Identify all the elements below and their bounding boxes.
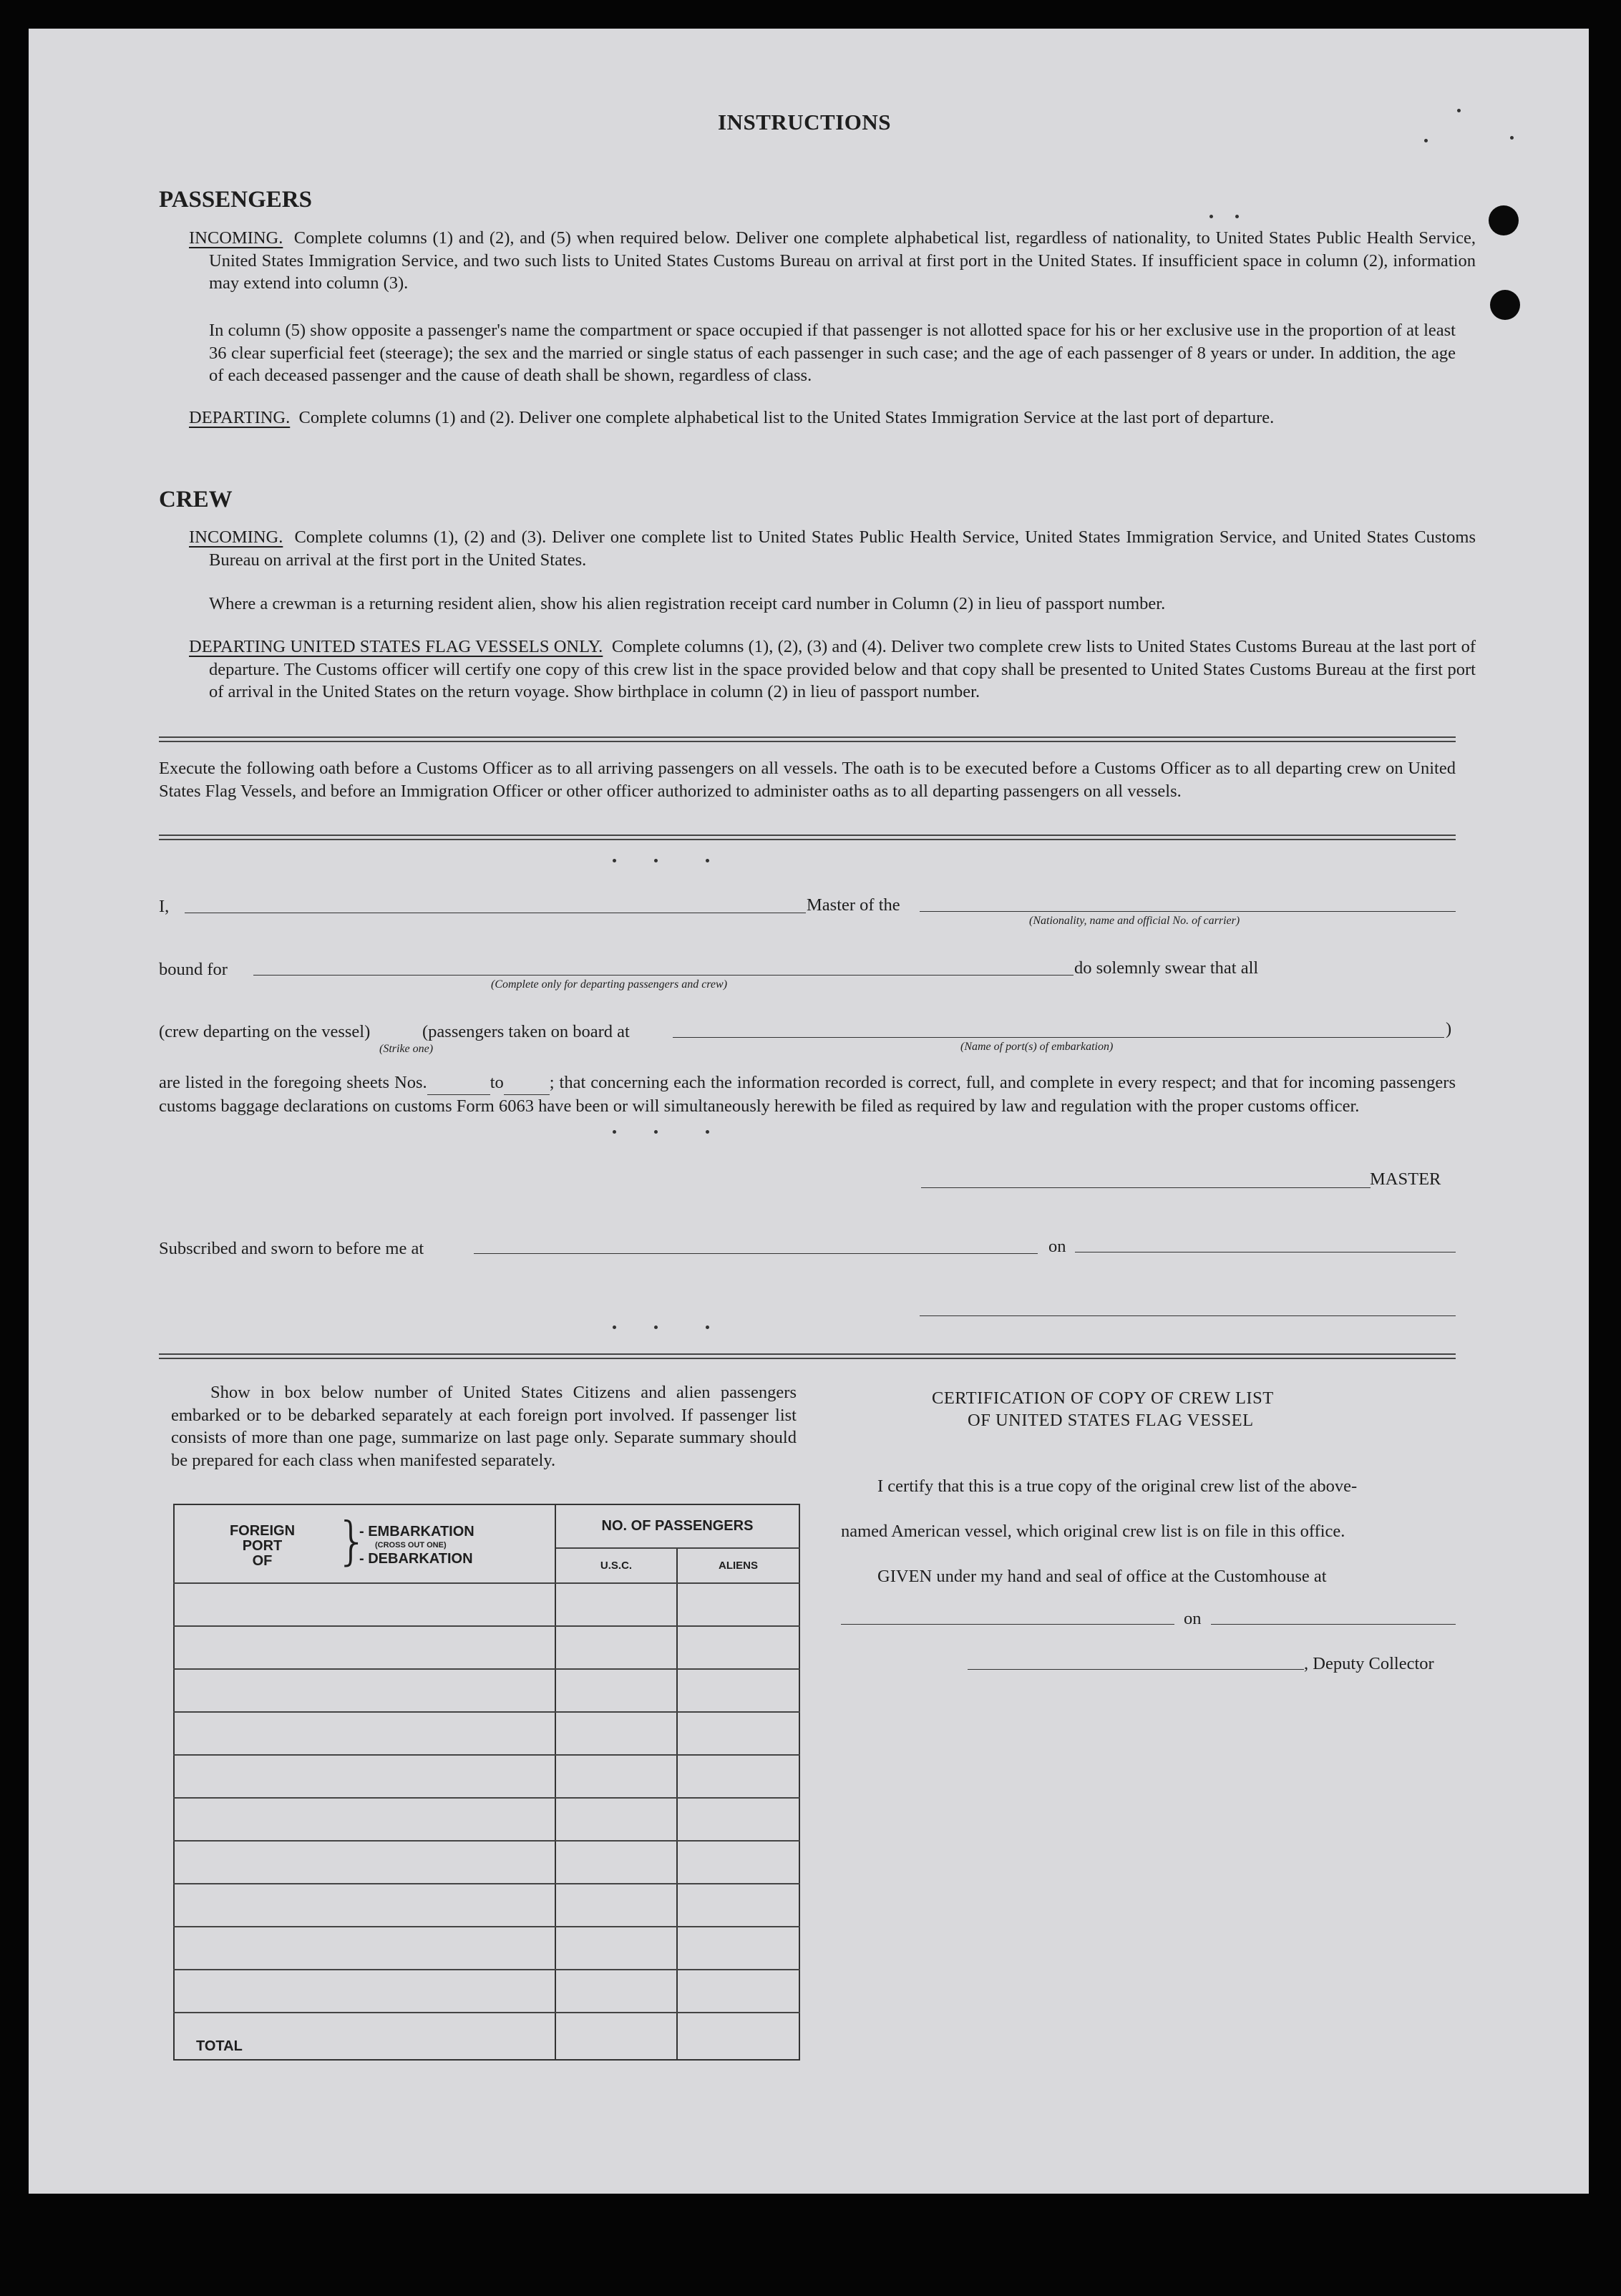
crew-heading: CREW bbox=[159, 487, 233, 512]
speck bbox=[1510, 136, 1514, 140]
speck bbox=[1424, 139, 1428, 142]
usc-cell[interactable] bbox=[555, 1669, 677, 1712]
crew-departing-label: DEPARTING UNITED STATES FLAG VESSELS ONLY. bbox=[189, 637, 603, 656]
aliens-cell[interactable] bbox=[677, 1970, 799, 2013]
speck bbox=[706, 1325, 709, 1329]
port-header-cell bbox=[174, 1504, 555, 1583]
table-row bbox=[174, 1712, 799, 1755]
passengers-departing-text: Complete columns (1) and (2). Deliver one complete alphabetical list to the United States Immigration Service at the last port of departure. bbox=[298, 408, 1275, 427]
sheet-to-field[interactable] bbox=[504, 1071, 550, 1095]
port-cell[interactable] bbox=[174, 1712, 555, 1755]
bound-for-label: bound for bbox=[159, 960, 228, 979]
master-signature-field[interactable] bbox=[921, 1187, 1371, 1188]
port-cell[interactable] bbox=[174, 1583, 555, 1626]
usc-cell[interactable] bbox=[555, 1884, 677, 1927]
total-row bbox=[174, 2013, 799, 2060]
speck bbox=[613, 859, 616, 862]
crew-resident-paragraph: Where a crewman is a returning resident alien, show his alien registration receipt card number in Column (2) in lieu of passport number. bbox=[209, 594, 1166, 613]
sheet-from-field[interactable] bbox=[427, 1071, 490, 1095]
table-row bbox=[174, 1669, 799, 1712]
foreign-port-of-label: FOREIGN PORT OF bbox=[229, 1523, 296, 1569]
deputy-signature-field[interactable] bbox=[968, 1669, 1304, 1670]
to-label: to bbox=[490, 1073, 504, 1092]
table-row bbox=[174, 1970, 799, 2013]
passenger-summary-table bbox=[173, 1504, 800, 2061]
strike-one-caption: (Strike one) bbox=[379, 1043, 434, 1055]
deputy-collector-label: , Deputy Collector bbox=[1304, 1654, 1434, 1673]
total-label: TOTAL bbox=[174, 2013, 555, 2060]
usc-cell[interactable] bbox=[555, 1841, 677, 1884]
speck bbox=[654, 859, 658, 862]
swear-label: do solemnly swear that all bbox=[1074, 958, 1259, 978]
speck bbox=[1235, 215, 1239, 218]
aliens-cell[interactable] bbox=[677, 1669, 799, 1712]
sworn-place-field[interactable] bbox=[474, 1253, 1038, 1254]
aliens-cell[interactable] bbox=[677, 1755, 799, 1798]
certify-line-1: I certify that this is a true copy of the original crew list of the above- bbox=[877, 1477, 1358, 1496]
passengers-heading: PASSENGERS bbox=[159, 187, 312, 213]
officer-signature-field[interactable] bbox=[920, 1315, 1456, 1316]
port-cell[interactable] bbox=[174, 1884, 555, 1927]
passengers-incoming-text: Complete columns (1) and (2), and (5) when required below. Deliver one complete alphabetical list, regardless of nationality, to United States Public Health Service, United States Immigration Service, and two such lists to United States Customs Bureau on arrival at first port in the United States. If insufficient space in column (2), information may extend into column (3). bbox=[209, 228, 1476, 293]
embarkation-port-field[interactable] bbox=[673, 1037, 1444, 1038]
speck bbox=[1209, 215, 1213, 218]
usc-header: U.S.C. bbox=[555, 1548, 677, 1583]
carrier-field[interactable] bbox=[920, 911, 1456, 912]
passengers-departing-paragraph bbox=[189, 407, 1476, 429]
aliens-cell[interactable] bbox=[677, 1712, 799, 1755]
speck bbox=[613, 1130, 616, 1134]
aliens-cell[interactable] bbox=[677, 1583, 799, 1626]
crew-incoming-paragraph bbox=[189, 526, 1476, 571]
nationality-caption: (Nationality, name and official No. of carrier) bbox=[1029, 915, 1240, 927]
passengers-incoming-label: INCOMING. bbox=[189, 228, 283, 248]
cert-on-label: on bbox=[1184, 1609, 1202, 1628]
usc-cell[interactable] bbox=[555, 1970, 677, 2013]
table-row bbox=[174, 1927, 799, 1970]
punch-hole bbox=[1490, 290, 1520, 320]
usc-cell[interactable] bbox=[555, 1583, 677, 1626]
table-row bbox=[174, 1884, 799, 1927]
given-line: GIVEN under my hand and seal of office at the Customhouse at bbox=[877, 1567, 1327, 1586]
page-title: INSTRUCTIONS bbox=[718, 110, 892, 135]
speck bbox=[654, 1325, 658, 1329]
oath-statement-text: ; that concerning each the information recorded is correct, full, and complete in every respect; and that for incoming passengers customs baggage declarations on customs Form 6063 have been or will simultaneously herewith be filed as required by law and regulation with the proper customs officer. bbox=[159, 1073, 1456, 1116]
total-aliens-cell[interactable] bbox=[677, 2013, 799, 2060]
sheets-label: are listed in the foregoing sheets Nos. bbox=[159, 1073, 427, 1092]
crew-departing-option[interactable]: (crew departing on the vessel) bbox=[159, 1022, 371, 1041]
aliens-cell[interactable] bbox=[677, 1884, 799, 1927]
crew-departing-text: Complete columns (1), (2), (3) and (4). Deliver two complete crew lists to United States Customs Bureau at the last port of departure. The Customs officer will certify one copy of this crew list in the space provided below and that copy shall be presented to United States Customs Bureau at the first port of arrival in the United States on the return voyage. Show birthplace in column (2) in lieu of passport number. bbox=[209, 637, 1476, 701]
crew-incoming-text: Complete columns (1), (2) and (3). Deliver one complete list to United States Public Health Service, United States Immigration Service, and United States Customs Bureau on arrival at the first port in the United States. bbox=[209, 527, 1476, 570]
port-cell[interactable] bbox=[174, 1970, 555, 2013]
certification-title-1: CERTIFICATION OF COPY OF CREW LIST bbox=[932, 1388, 1274, 1408]
customhouse-field[interactable] bbox=[841, 1624, 1174, 1625]
passengers-departing-label: DEPARTING. bbox=[189, 408, 291, 427]
ports-caption: (Name of port(s) of embarkation) bbox=[960, 1041, 1114, 1053]
speck bbox=[706, 1130, 709, 1134]
punch-hole bbox=[1489, 205, 1519, 235]
table-row bbox=[174, 1583, 799, 1626]
speck bbox=[706, 859, 709, 862]
oath-i-label: I, bbox=[159, 897, 170, 916]
crew-incoming-label: INCOMING. bbox=[189, 527, 283, 547]
table-row bbox=[174, 1755, 799, 1798]
port-cell[interactable] bbox=[174, 1841, 555, 1884]
master-of-the-label: Master of the bbox=[807, 895, 900, 915]
port-cell[interactable] bbox=[174, 1669, 555, 1712]
speck bbox=[613, 1325, 616, 1329]
embarkation-label[interactable]: - EMBARKATION bbox=[359, 1524, 474, 1539]
port-cell[interactable] bbox=[174, 1755, 555, 1798]
double-rule bbox=[159, 835, 1456, 840]
summary-instructions: Show in box below number of United States Citizens and alien passengers embarked or to be debarked separately at each foreign port involved. If passenger list consists of more than one page, summarize on last page only. Separate summary should be prepared for each class when manifested separately. bbox=[171, 1383, 797, 1470]
bound-for-field[interactable] bbox=[253, 975, 1074, 976]
speck bbox=[654, 1130, 658, 1134]
certification-title-2: OF UNITED STATES FLAG VESSEL bbox=[968, 1411, 1254, 1430]
master-label: MASTER bbox=[1370, 1169, 1441, 1189]
aliens-cell[interactable] bbox=[677, 1841, 799, 1884]
usc-cell[interactable] bbox=[555, 1755, 677, 1798]
double-rule bbox=[159, 1353, 1456, 1359]
subscribed-label: Subscribed and sworn to before me at bbox=[159, 1239, 424, 1258]
brace-icon: } bbox=[336, 1511, 369, 1571]
usc-cell[interactable] bbox=[555, 1626, 677, 1669]
table-row bbox=[174, 1626, 799, 1669]
port-cell[interactable] bbox=[174, 1626, 555, 1669]
table-row bbox=[174, 1798, 799, 1841]
aliens-cell[interactable] bbox=[677, 1798, 799, 1841]
sworn-on-label: on bbox=[1048, 1237, 1066, 1256]
cert-date-field[interactable] bbox=[1211, 1624, 1456, 1625]
certify-line-2: named American vessel, which original crew list is on file in this office. bbox=[841, 1522, 1345, 1541]
usc-cell[interactable] bbox=[555, 1927, 677, 1970]
oath-statement bbox=[159, 1071, 1456, 1117]
passengers-incoming-paragraph bbox=[189, 227, 1476, 295]
double-rule bbox=[159, 736, 1456, 742]
port-cell[interactable] bbox=[174, 1798, 555, 1841]
close-paren: ) bbox=[1446, 1019, 1452, 1038]
speck bbox=[1457, 109, 1461, 112]
no-of-passengers-header: NO. OF PASSENGERS bbox=[555, 1504, 799, 1548]
usc-cell[interactable] bbox=[555, 1798, 677, 1841]
usc-cell[interactable] bbox=[555, 1712, 677, 1755]
aliens-cell[interactable] bbox=[677, 1927, 799, 1970]
total-usc-cell[interactable] bbox=[555, 2013, 677, 2060]
passengers-column5-paragraph: In column (5) show opposite a passenger's name the compartment or space occupied if that passenger is not allotted space for his or her exclusive use in the proportion of at least 36 clear superficial feet (steerage); the sex and the married or single status of each passenger in such case; and the age of each passenger of 8 years or under. In addition, the age of each deceased passenger and the cause of death shall be shown, regardless of class. bbox=[209, 321, 1456, 385]
complete-only-caption: (Complete only for departing passengers and crew) bbox=[491, 978, 728, 991]
debarkation-label[interactable]: - DEBARKATION bbox=[359, 1551, 473, 1567]
aliens-header: ALIENS bbox=[677, 1548, 799, 1583]
crew-departing-paragraph bbox=[189, 636, 1476, 704]
cross-out-label: (CROSS OUT ONE) bbox=[375, 1541, 447, 1550]
aliens-cell[interactable] bbox=[677, 1626, 799, 1669]
port-cell[interactable] bbox=[174, 1927, 555, 1970]
passengers-taken-option[interactable]: (passengers taken on board at bbox=[422, 1022, 630, 1041]
table-row bbox=[174, 1841, 799, 1884]
oath-intro: Execute the following oath before a Customs Officer as to all arriving passengers on all vessels. The oath is to be executed before a Customs Officer as to all departing crew on United States Flag Vessels, and before an Immigration Officer or other officer authorized to administer oaths as to all departing passengers on all vessels. bbox=[159, 759, 1456, 801]
